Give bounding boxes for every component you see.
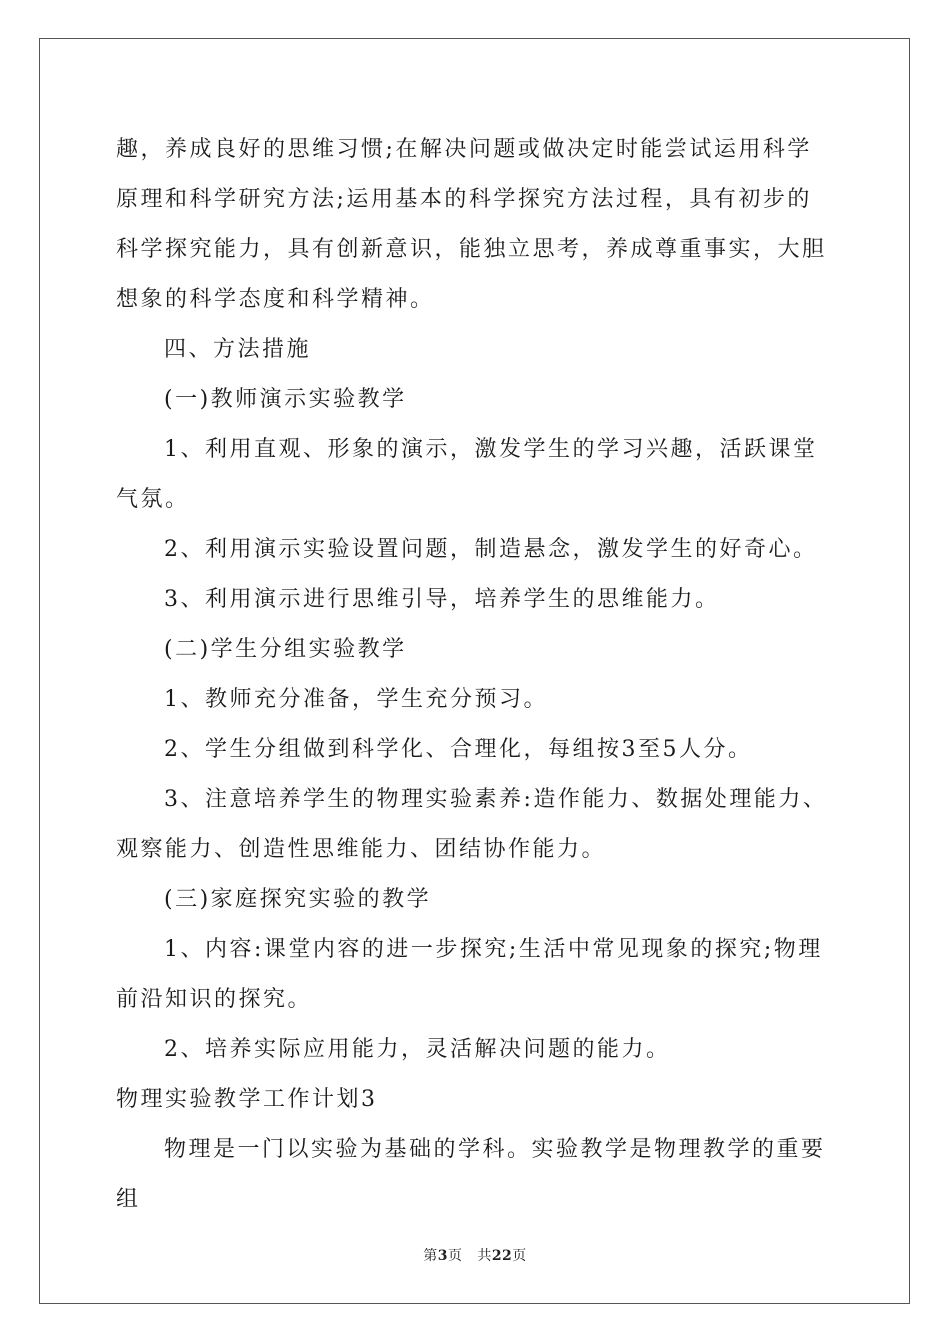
list-item: 2、培养实际应用能力，灵活解决问题的能力。 [164, 1037, 671, 1062]
list-item: 2、学生分组做到科学化、合理化，每组按3至5人分。 [164, 737, 753, 762]
paragraph: 物理是一门以实验为基础的学科。实验教学是物理教学的重要组 [116, 1137, 826, 1212]
document-body [116, 125, 836, 1225]
page-footer [0, 1245, 950, 1265]
list-item: 3、利用演示进行思维引导，培养学生的思维能力。 [164, 587, 720, 612]
footer-total-prefix: 共 [477, 1248, 492, 1264]
list-item: 1、教师充分准备，学生充分预习。 [164, 687, 548, 712]
paragraph: 趣，养成良好的思维习惯;在解决问题或做决定时能尝试运用科学原理和科学研究方法;运用基本的科学探究方法过程，具有初步的科学探究能力，具有创新意识，能独立思考，养成尊重事实，大胆想象的科学态度和科学精神。 [116, 137, 827, 312]
list-item: 2、利用演示实验设置问题，制造悬念，激发学生的好奇心。 [164, 537, 818, 562]
list-item: 1、内容:课堂内容的进一步探究;生活中常见现象的探究;物理前沿知识的探究。 [116, 937, 823, 1012]
document-title: 物理实验教学工作计划3 [116, 1087, 378, 1112]
total-pages: 22 [491, 1248, 513, 1264]
list-item: 3、注意培养学生的物理实验素养:造作能力、数据处理能力、观察能力、创造性思维能力、团结协作能力。 [116, 787, 828, 862]
footer-prefix: 第 [423, 1248, 438, 1264]
subsection-heading: (二)学生分组实验教学 [164, 637, 407, 662]
footer-page-suffix: 页 [447, 1248, 463, 1264]
list-item: 1、利用直观、形象的演示，激发学生的学习兴趣，活跃课堂气氛。 [116, 437, 818, 512]
subsection-heading: (三)家庭探究实验的教学 [164, 887, 432, 912]
section-heading: 四、方法措施 [164, 337, 312, 362]
page-number: 3 [437, 1248, 448, 1264]
footer-total-suffix: 页 [512, 1248, 527, 1264]
subsection-heading: (一)教师演示实验教学 [164, 387, 407, 412]
